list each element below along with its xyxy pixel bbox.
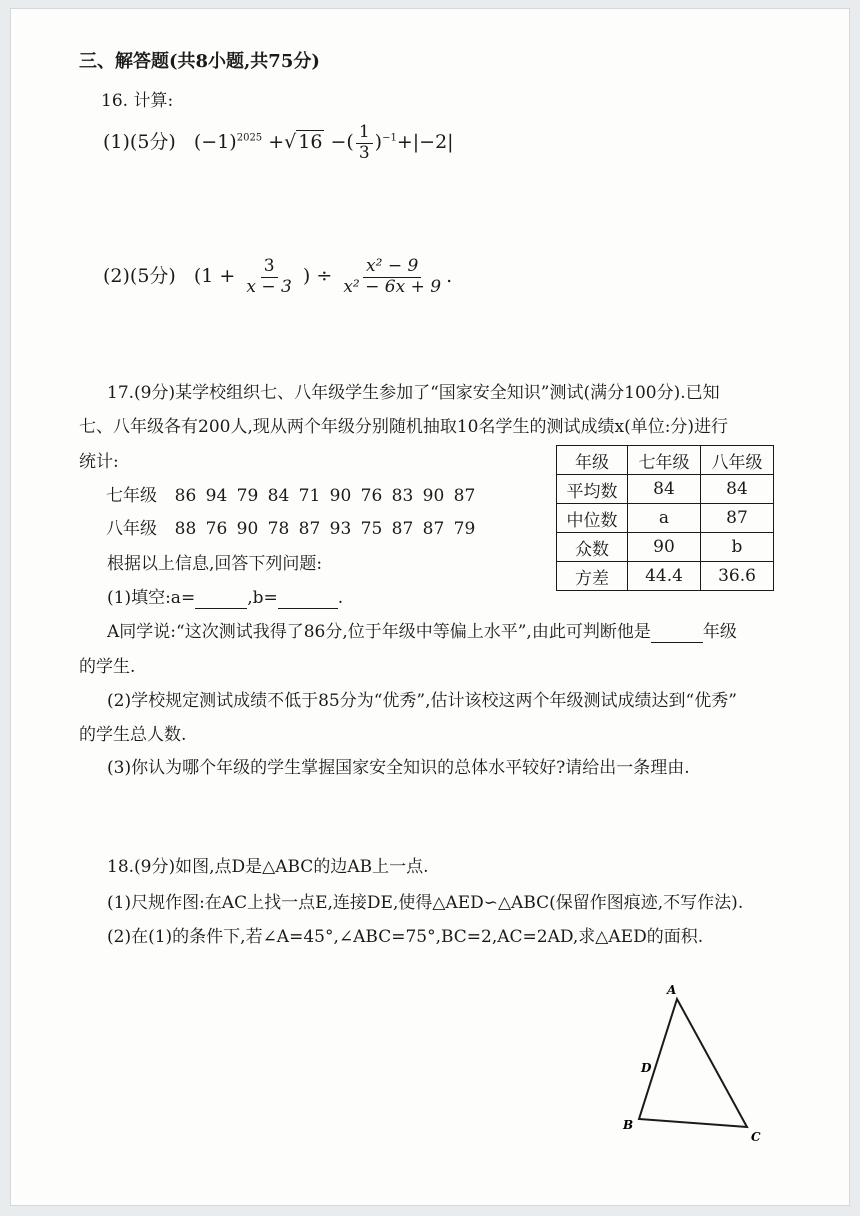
q16-part2 [103, 257, 452, 297]
q16-p2-frac1 [243, 257, 294, 297]
table-cell: 90 [628, 533, 701, 562]
score: 79 [453, 519, 476, 539]
q17-part2-line2: 的学生总人数. [79, 725, 187, 745]
q17-p1-prefix: (1)填空:a= [107, 588, 196, 608]
sqrt-icon: √ [284, 131, 297, 154]
table-row [557, 475, 774, 504]
triangle-figure [611, 979, 791, 1149]
q17-part1b-line1 [107, 617, 737, 643]
vertex-label-a: A [667, 983, 677, 997]
vertex-label-c: C [751, 1130, 761, 1144]
q16-p2-frac2-den: x² − 6x + 9 [343, 276, 442, 297]
grade7-label: 七年级 [106, 486, 157, 506]
q16-p1-plus: + [268, 131, 285, 154]
table-header-cell: 七年级 [628, 446, 701, 475]
q16-p1-base: (−1) [193, 131, 237, 154]
triangle-abc [639, 999, 747, 1127]
q16-p1-label: (1)(5分) [103, 131, 176, 154]
q16-title: 16. 计算: [101, 91, 174, 111]
q16-p2-end: . [446, 265, 453, 288]
table-cell: 方差 [557, 562, 628, 591]
score: 93 [329, 519, 352, 539]
q16-p1-radicand: 16 [298, 131, 323, 154]
grade7-scores [106, 481, 480, 506]
q16-p2-open: (1 + [193, 265, 236, 288]
table-header-row [557, 446, 774, 475]
table-row [557, 533, 774, 562]
score: 87 [422, 519, 445, 539]
score: 71 [298, 486, 321, 506]
table-cell: 84 [628, 475, 701, 504]
table-header-cell: 年级 [557, 446, 628, 475]
q16-p1-exp: 2025 [236, 132, 263, 144]
table-cell: 87 [701, 504, 774, 533]
vertex-label-b: B [623, 1118, 634, 1132]
table-row [557, 504, 774, 533]
q16-p1-exp2: −1 [382, 132, 397, 144]
table-cell: 36.6 [701, 562, 774, 591]
q17-p1b-tail: 年级 [702, 622, 737, 642]
score: 83 [391, 486, 414, 506]
score: 76 [360, 486, 383, 506]
q17-p1b-text: A同学说:“这次测试我得了86分,位于年级中等偏上水平”,由此可判断他是 [107, 622, 651, 642]
score: 87 [453, 486, 476, 506]
score: 78 [267, 519, 290, 539]
q18-line2: (1)尺规作图:在AC上找一点E,连接DE,使得△AED∽△ABC(保留作图痕迹,不写作法). [107, 893, 744, 913]
table-cell: b [701, 533, 774, 562]
score: 94 [205, 486, 228, 506]
q16-p2-frac1-den: x − 3 [246, 276, 292, 297]
table-header-cell: 八年级 [701, 446, 774, 475]
score: 87 [391, 519, 414, 539]
q17-part3: (3)你认为哪个年级的学生掌握国家安全知识的总体水平较好?请给出一条理由. [107, 758, 690, 778]
q16-p2-frac1-num: 3 [261, 257, 278, 278]
q16-p2-frac2 [340, 257, 444, 297]
q18-line1: 18.(9分)如图,点D是△ABC的边AB上一点. [107, 857, 429, 877]
q16-p1-frac [356, 123, 373, 163]
table-cell: 平均数 [557, 475, 628, 504]
table-cell: 中位数 [557, 504, 628, 533]
score: 76 [205, 519, 228, 539]
table-row [557, 562, 774, 591]
answer-blank-grade [651, 622, 703, 643]
score: 75 [360, 519, 383, 539]
q16-p1-minus: −( [330, 131, 354, 154]
exam-page [10, 8, 850, 1206]
q17-p1-mid: ,b= [247, 588, 278, 608]
score: 86 [174, 486, 197, 506]
answer-blank-a [195, 588, 247, 609]
q16-p1-frac-den: 3 [358, 142, 370, 163]
q17-part1 [107, 583, 343, 609]
grade8-label: 八年级 [106, 519, 157, 539]
q17-p1-end: . [337, 588, 344, 608]
q17-line3: 统计: [79, 452, 119, 472]
q16-p2-close: ) ÷ [302, 265, 333, 288]
score: 88 [174, 519, 197, 539]
q16-p2-frac2-num: x² − 9 [363, 257, 421, 278]
q16-p1-close: ) [374, 131, 383, 154]
table-cell: 84 [701, 475, 774, 504]
point-label-d: D [641, 1061, 652, 1075]
score: 90 [422, 486, 445, 506]
score: 87 [298, 519, 321, 539]
stats-table [556, 445, 774, 591]
q16-part1 [103, 123, 454, 163]
q17-part2-line1: (2)学校规定测试成绩不低于85分为“优秀”,估计该校这两个年级测试成绩达到“优秀” [107, 691, 737, 711]
score: 84 [267, 486, 290, 506]
table-cell: 44.4 [628, 562, 701, 591]
table-cell: 众数 [557, 533, 628, 562]
q17-line1: 17.(9分)某学校组织七、八年级学生参加了“国家安全知识”测试(满分100分).已知 [107, 383, 720, 403]
table-cell: a [628, 504, 701, 533]
score: 90 [329, 486, 352, 506]
score: 90 [236, 519, 259, 539]
q17-intro: 根据以上信息,回答下列问题: [107, 554, 323, 574]
q17-line2: 七、八年级各有200人,现从两个年级分别随机抽取10名学生的测试成绩x(单位:分)进行 [79, 417, 729, 437]
q17-part1b-line2: 的学生. [79, 657, 136, 677]
q18-line3: (2)在(1)的条件下,若∠A=45°,∠ABC=75°,BC=2,AC=2AD,求△AED的面积. [107, 927, 704, 947]
score: 79 [236, 486, 259, 506]
section-title: 三、解答题(共8小题,共75分) [79, 51, 320, 72]
q16-p1-frac-num: 1 [356, 123, 373, 144]
answer-blank-b [278, 588, 338, 609]
q16-p1-tail: +|−2| [396, 131, 454, 154]
grade8-scores [106, 514, 480, 539]
q16-p2-label: (2)(5分) [103, 265, 176, 288]
